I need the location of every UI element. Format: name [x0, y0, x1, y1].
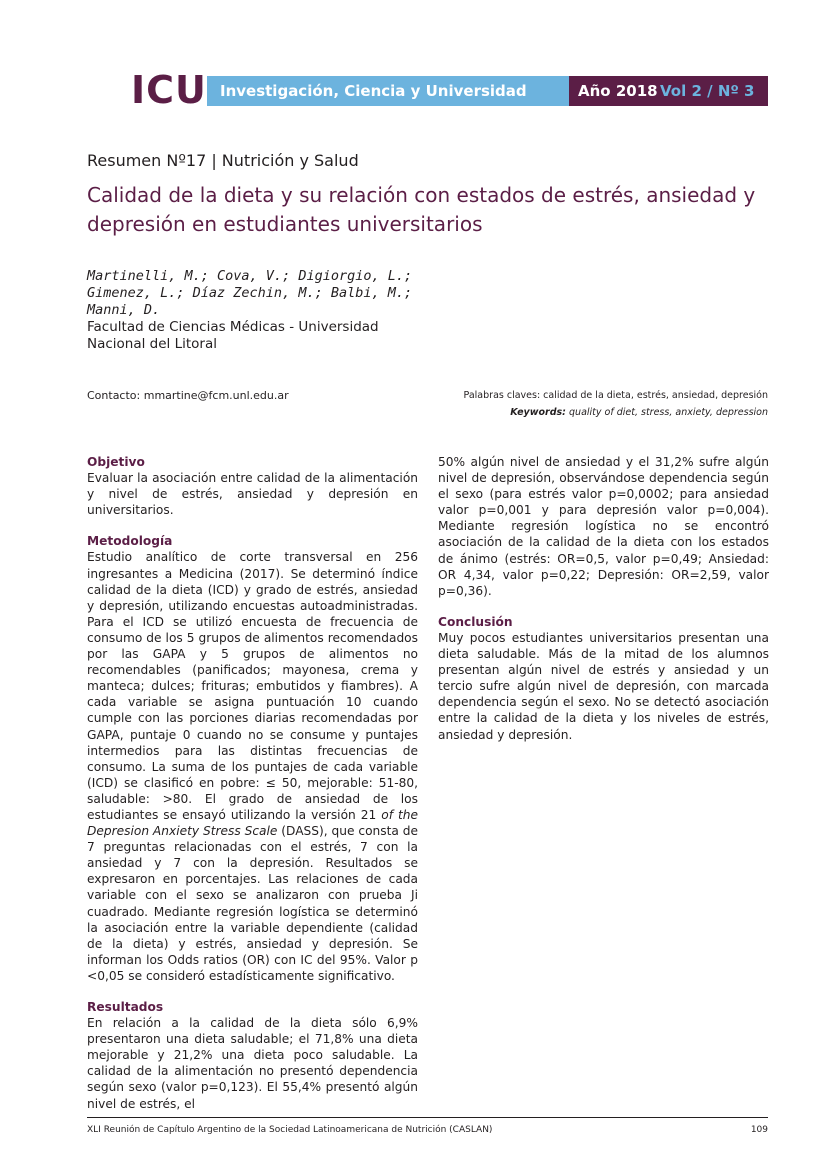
resultados-heading: Resultados: [87, 1000, 164, 1014]
metodologia-text: [87, 549, 418, 984]
affiliation: Facultad de Ciencias Médicas - Universidad Nacional del Litoral: [87, 319, 379, 352]
footer-divider: [87, 1117, 768, 1118]
objetivo-text: Evaluar la asociación entre calidad de la alimentación y nivel de estrés, ansiedad y depresión en universitarios.: [87, 471, 418, 518]
keywords-spanish: Palabras claves: calidad de la dieta, estrés, ansiedad, depresión: [463, 390, 768, 401]
page-number: 109: [750, 1125, 768, 1135]
issue-year: Año 2018: [578, 82, 658, 100]
right-column: [438, 454, 769, 758]
metodologia-text-b: (DASS), que consta de 7 preguntas relacionadas con el estrés, 7 con la ansiedad y 7 con la depresión. Resultados se expresaron en porcentajes. Las relaciones de cada variable con el sexo se analizaron con prueba Ji cuadrado. Mediante regresión logística se determinó la asociación entre la variable dependiente (calidad de la dieta) y estrés, ansiedad y depresión. Se informan los Odds ratios (OR) con IC del 95%. Valor p <0,05 se consideró estadísticamente significativo.: [87, 824, 418, 983]
issue-volume: Vol 2 / Nº 3: [660, 82, 755, 100]
journal-logo: ICU: [131, 68, 207, 112]
resultados-text-a: En relación a la calidad de la dieta sólo 6,9% presentaron una dieta saludable; el 71,8% una dieta mejorable y 21,2% una dieta poco saludable. La calidad de la alimentación no presentó dependencia según sexo (valor p=0,123). El 55,4% presentó algún nivel de estrés, el: [87, 1016, 418, 1111]
resultados-text-b: 50% algún nivel de ansiedad y el 31,2% sufre algún nivel de depresión, observándose dependencia según el sexo (para estrés valor p=0,0002; para ansiedad valor p=0,001 y para depresión valor p=0,004). Mediante regresión logística no se encontró asociación de la calidad de la dieta con los estados de ánimo (estrés: OR=0,5, valor p=0,49; Ansiedad: OR 4,34, valor p=0,22; Depresión: OR=2,59, valor p=0,36).: [438, 455, 769, 598]
article-title: Calidad de la dieta y su relación con estados de estrés, ansiedad y depresión en estudiantes universitarios: [87, 183, 756, 236]
conclusion-text: Muy pocos estudiantes universitarios presentan una dieta saludable. Más de la mitad de los alumnos presentan algún nivel de estrés y ansiedad y un tercio sufre algún nivel de depresión, con marcada dependencia según el sexo. No se detectó asociación entre la calidad de la dieta y los niveles de estrés, ansiedad y depresión.: [438, 630, 769, 742]
conclusion-heading: Conclusión: [438, 614, 513, 629]
contact-email: Contacto: mmartine@fcm.unl.edu.ar: [87, 389, 289, 402]
keywords-english: [430, 405, 768, 421]
metodologia-text-italic: of the Depresion Anxiety Stress Scale: [87, 807, 418, 839]
authors: Martinelli, M.; Cova, V.; Digiorgio, L.; Gimenez, L.; Díaz Zechin, M.; Balbi, M.; Manni, D.: [87, 268, 413, 318]
keywords-english-label: Keywords:: [510, 407, 566, 418]
journal-title: Investigación, Ciencia y Universidad: [220, 82, 527, 100]
metodologia-heading: Metodología: [87, 534, 173, 549]
objetivo-heading: Objetivo: [87, 455, 145, 469]
keywords-english-text: quality of diet, stress, anxiety, depression: [569, 407, 768, 418]
left-column: [87, 454, 418, 1127]
footer-text: XLI Reunión de Capítulo Argentino de la Sociedad Latinoamericana de Nutrición (CASLAN): [87, 1125, 493, 1135]
metodologia-text-a: Estudio analítico de corte transversal en 256 ingresantes a Medicina (2017). Se determinó índice calidad de la dieta (ICD) y grado de estrés, ansiedad y depresión, utilizando encuestas autoadministradas. Para el ICD se utilizó encuesta de frecuencia de consumo de los 5 grupos de alimentos recomendados por las GAPA y 5 grupos de alimentos no recomendables (panificados; mayonesa, crema y manteca; dulces; frituras; embutidos y fiambres). A cada variable se asigna puntuación 10 cuando cumple con las porciones diarias recomendadas por GAPA, puntaje 0 cuando no se consume y puntajes intermedios para las distintas frecuencias de consumo. La suma de los puntajes de cada variable (ICD) se clasificó en pobre: ≤ 50, mejorable: 51-80, saludable: >80. El grado de ansiedad de los estudiantes se ensayó utilizando la versión 21: [87, 550, 418, 822]
section-label: Resumen Nº17 | Nutrición y Salud: [87, 151, 359, 170]
